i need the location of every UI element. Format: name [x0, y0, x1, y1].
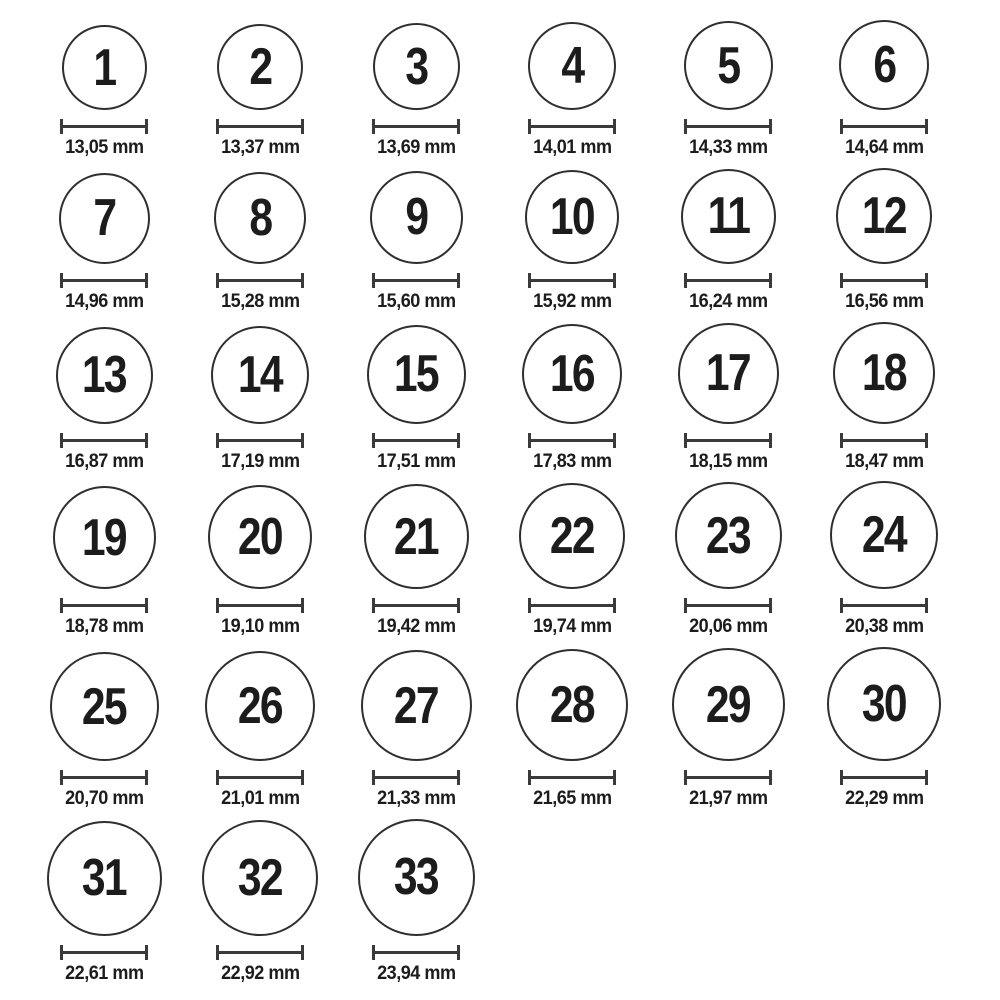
diameter-label: 22,29 mm	[844, 788, 924, 810]
size-cell	[26, 486, 182, 639]
size-cell	[26, 821, 182, 986]
diameter-label: 21,33 mm	[376, 788, 456, 810]
ring-size-number: 19	[81, 508, 127, 567]
ring-size-number: 4	[560, 37, 584, 95]
diameter-measure-line	[216, 770, 304, 785]
size-cell	[650, 323, 806, 474]
ring-circle	[830, 481, 938, 589]
ring-size-number: 12	[861, 186, 907, 245]
size-cell	[182, 820, 338, 986]
diameter-label: 18,47 mm	[844, 450, 924, 472]
ring-size-number: 21	[393, 507, 439, 566]
diameter-label: 20,06 mm	[688, 616, 768, 638]
size-cell	[494, 649, 650, 811]
ring-circle	[217, 24, 303, 110]
diameter-label: 15,60 mm	[376, 290, 456, 312]
size-cell	[182, 24, 338, 160]
diameter-measure-line	[372, 598, 460, 613]
ring-size-number: 11	[707, 187, 749, 246]
ring-circle	[202, 820, 318, 936]
size-cell	[338, 484, 494, 639]
diameter-label: 19,42 mm	[376, 616, 456, 638]
ring-size-number: 30	[861, 675, 907, 734]
size-cell	[806, 647, 962, 811]
ring-size-number: 20	[237, 508, 283, 567]
ring-circle	[839, 20, 929, 110]
diameter-label: 18,15 mm	[688, 450, 768, 472]
size-cell	[182, 485, 338, 639]
size-cell	[338, 650, 494, 811]
diameter-measure-line	[60, 433, 148, 448]
size-cell	[650, 21, 806, 160]
ring-size-number: 17	[705, 344, 751, 403]
diameter-measure-line	[60, 119, 148, 134]
ring-size-number: 31	[81, 849, 127, 908]
diameter-measure-line	[840, 119, 928, 134]
diameter-label: 14,64 mm	[844, 137, 924, 158]
ring-size-number: 7	[92, 189, 116, 248]
diameter-measure-line	[60, 598, 148, 613]
diameter-measure-line	[684, 273, 772, 288]
diameter-measure-line	[372, 119, 460, 134]
ring-size-number: 1	[92, 38, 116, 97]
diameter-label: 15,28 mm	[220, 290, 300, 312]
diameter-label: 23,94 mm	[376, 962, 456, 984]
ring-size-number: 15	[393, 345, 439, 404]
diameter-label: 19,10 mm	[220, 616, 300, 638]
diameter-measure-line	[372, 945, 460, 960]
diameter-label: 16,87 mm	[64, 450, 144, 472]
ring-circle	[373, 23, 460, 110]
ring-size-number: 25	[81, 677, 127, 736]
diameter-measure-line	[216, 598, 304, 613]
ring-size-number: 32	[237, 848, 283, 907]
size-cell	[26, 652, 182, 811]
size-cell	[26, 173, 182, 314]
ring-circle	[214, 172, 306, 264]
diameter-label: 21,97 mm	[688, 788, 768, 810]
diameter-measure-line	[840, 433, 928, 448]
ring-size-number: 18	[861, 343, 907, 402]
diameter-measure-line	[216, 273, 304, 288]
ring-circle	[519, 483, 625, 589]
ring-size-number: 10	[549, 187, 595, 246]
diameter-label: 21,65 mm	[532, 788, 612, 810]
ring-size-number: 13	[81, 346, 127, 405]
diameter-measure-line	[684, 119, 772, 134]
size-cell	[494, 483, 650, 639]
diameter-label: 22,92 mm	[220, 962, 300, 984]
ring-circle	[836, 168, 932, 264]
ring-circle	[528, 22, 616, 110]
ring-circle	[833, 322, 935, 424]
diameter-label: 14,96 mm	[64, 290, 144, 312]
diameter-label: 17,51 mm	[376, 450, 456, 472]
ring-circle	[827, 647, 941, 761]
size-cell	[494, 170, 650, 314]
ring-circle	[525, 170, 619, 264]
diameter-measure-line	[528, 770, 616, 785]
size-cell	[182, 651, 338, 811]
ring-circle	[364, 484, 469, 589]
diameter-measure-line	[840, 770, 928, 785]
ring-circle	[684, 21, 773, 110]
diameter-label: 17,19 mm	[220, 450, 300, 472]
ring-circle	[367, 325, 466, 424]
ring-size-number: 5	[716, 36, 740, 95]
diameter-label: 18,78 mm	[64, 616, 144, 638]
ring-size-number: 33	[393, 848, 439, 907]
diameter-label: 20,70 mm	[64, 788, 144, 810]
ring-size-number: 16	[549, 344, 595, 403]
diameter-label: 21,01 mm	[220, 788, 300, 810]
ring-circle	[47, 821, 162, 936]
size-cell	[182, 172, 338, 314]
diameter-measure-line	[216, 945, 304, 960]
diameter-measure-line	[528, 119, 616, 134]
ring-circle	[208, 485, 312, 589]
size-cell	[338, 171, 494, 314]
size-cell	[806, 168, 962, 314]
size-cell	[806, 20, 962, 160]
ring-circle	[361, 650, 472, 761]
size-cell	[494, 22, 650, 160]
diameter-label: 22,61 mm	[64, 962, 144, 984]
diameter-label: 13,69 mm	[376, 137, 456, 158]
ring-size-number: 22	[549, 507, 595, 566]
size-cell	[26, 25, 182, 160]
size-cell	[494, 324, 650, 474]
size-cell	[182, 326, 338, 474]
size-cell	[806, 322, 962, 474]
diameter-measure-line	[528, 273, 616, 288]
ring-circle	[370, 171, 463, 264]
diameter-measure-line	[372, 273, 460, 288]
size-cell	[650, 482, 806, 639]
ring-size-number: 8	[248, 188, 272, 247]
ring-circle	[59, 173, 150, 264]
ring-size-number: 27	[393, 676, 439, 735]
diameter-measure-line	[372, 770, 460, 785]
ring-circle	[681, 169, 776, 264]
ring-circle	[205, 651, 315, 761]
diameter-measure-line	[60, 273, 148, 288]
ring-size-number: 6	[872, 36, 896, 94]
ring-circle	[358, 819, 475, 936]
diameter-measure-line	[684, 433, 772, 448]
ring-circle	[516, 649, 628, 761]
diameter-label: 13,37 mm	[220, 137, 300, 158]
size-cell	[338, 325, 494, 474]
ring-circle	[62, 25, 147, 110]
size-cell	[338, 819, 494, 986]
diameter-label: 14,01 mm	[532, 137, 612, 158]
ring-circle	[672, 648, 785, 761]
size-cell	[338, 23, 494, 160]
diameter-label: 14,33 mm	[688, 137, 768, 158]
size-cell	[650, 169, 806, 314]
size-cell	[806, 481, 962, 639]
diameter-measure-line	[840, 598, 928, 613]
ring-circle	[522, 324, 622, 424]
diameter-measure-line	[372, 433, 460, 448]
ring-size-number: 14	[237, 345, 283, 404]
ring-circle	[56, 327, 153, 424]
diameter-measure-line	[216, 433, 304, 448]
diameter-measure-line	[684, 770, 772, 785]
diameter-measure-line	[840, 273, 928, 288]
ring-size-number: 29	[705, 675, 751, 734]
ring-circle	[675, 482, 782, 589]
diameter-label: 19,74 mm	[532, 616, 612, 638]
diameter-label: 17,83 mm	[532, 450, 612, 472]
size-cell	[650, 648, 806, 811]
diameter-measure-line	[60, 945, 148, 960]
ring-size-number: 23	[705, 506, 751, 565]
diameter-measure-line	[684, 598, 772, 613]
ring-circle	[53, 486, 156, 589]
size-cell	[26, 327, 182, 474]
diameter-label: 13,05 mm	[64, 137, 144, 158]
diameter-label: 16,24 mm	[688, 290, 768, 312]
diameter-measure-line	[60, 770, 148, 785]
diameter-measure-line	[528, 598, 616, 613]
diameter-measure-line	[528, 433, 616, 448]
ring-circle	[678, 323, 779, 424]
diameter-label: 15,92 mm	[532, 290, 612, 312]
diameter-measure-line	[216, 119, 304, 134]
diameter-label: 16,56 mm	[844, 290, 924, 312]
ring-size-number: 24	[861, 506, 907, 565]
ring-size-number: 26	[237, 677, 283, 736]
diameter-label: 20,38 mm	[844, 616, 924, 638]
ring-circle	[211, 326, 309, 424]
ring-size-number: 2	[248, 38, 272, 96]
ring-circle	[50, 652, 159, 761]
ring-size-number: 9	[404, 188, 428, 247]
ring-size-number: 28	[549, 676, 595, 735]
ring-size-number: 3	[404, 37, 428, 96]
